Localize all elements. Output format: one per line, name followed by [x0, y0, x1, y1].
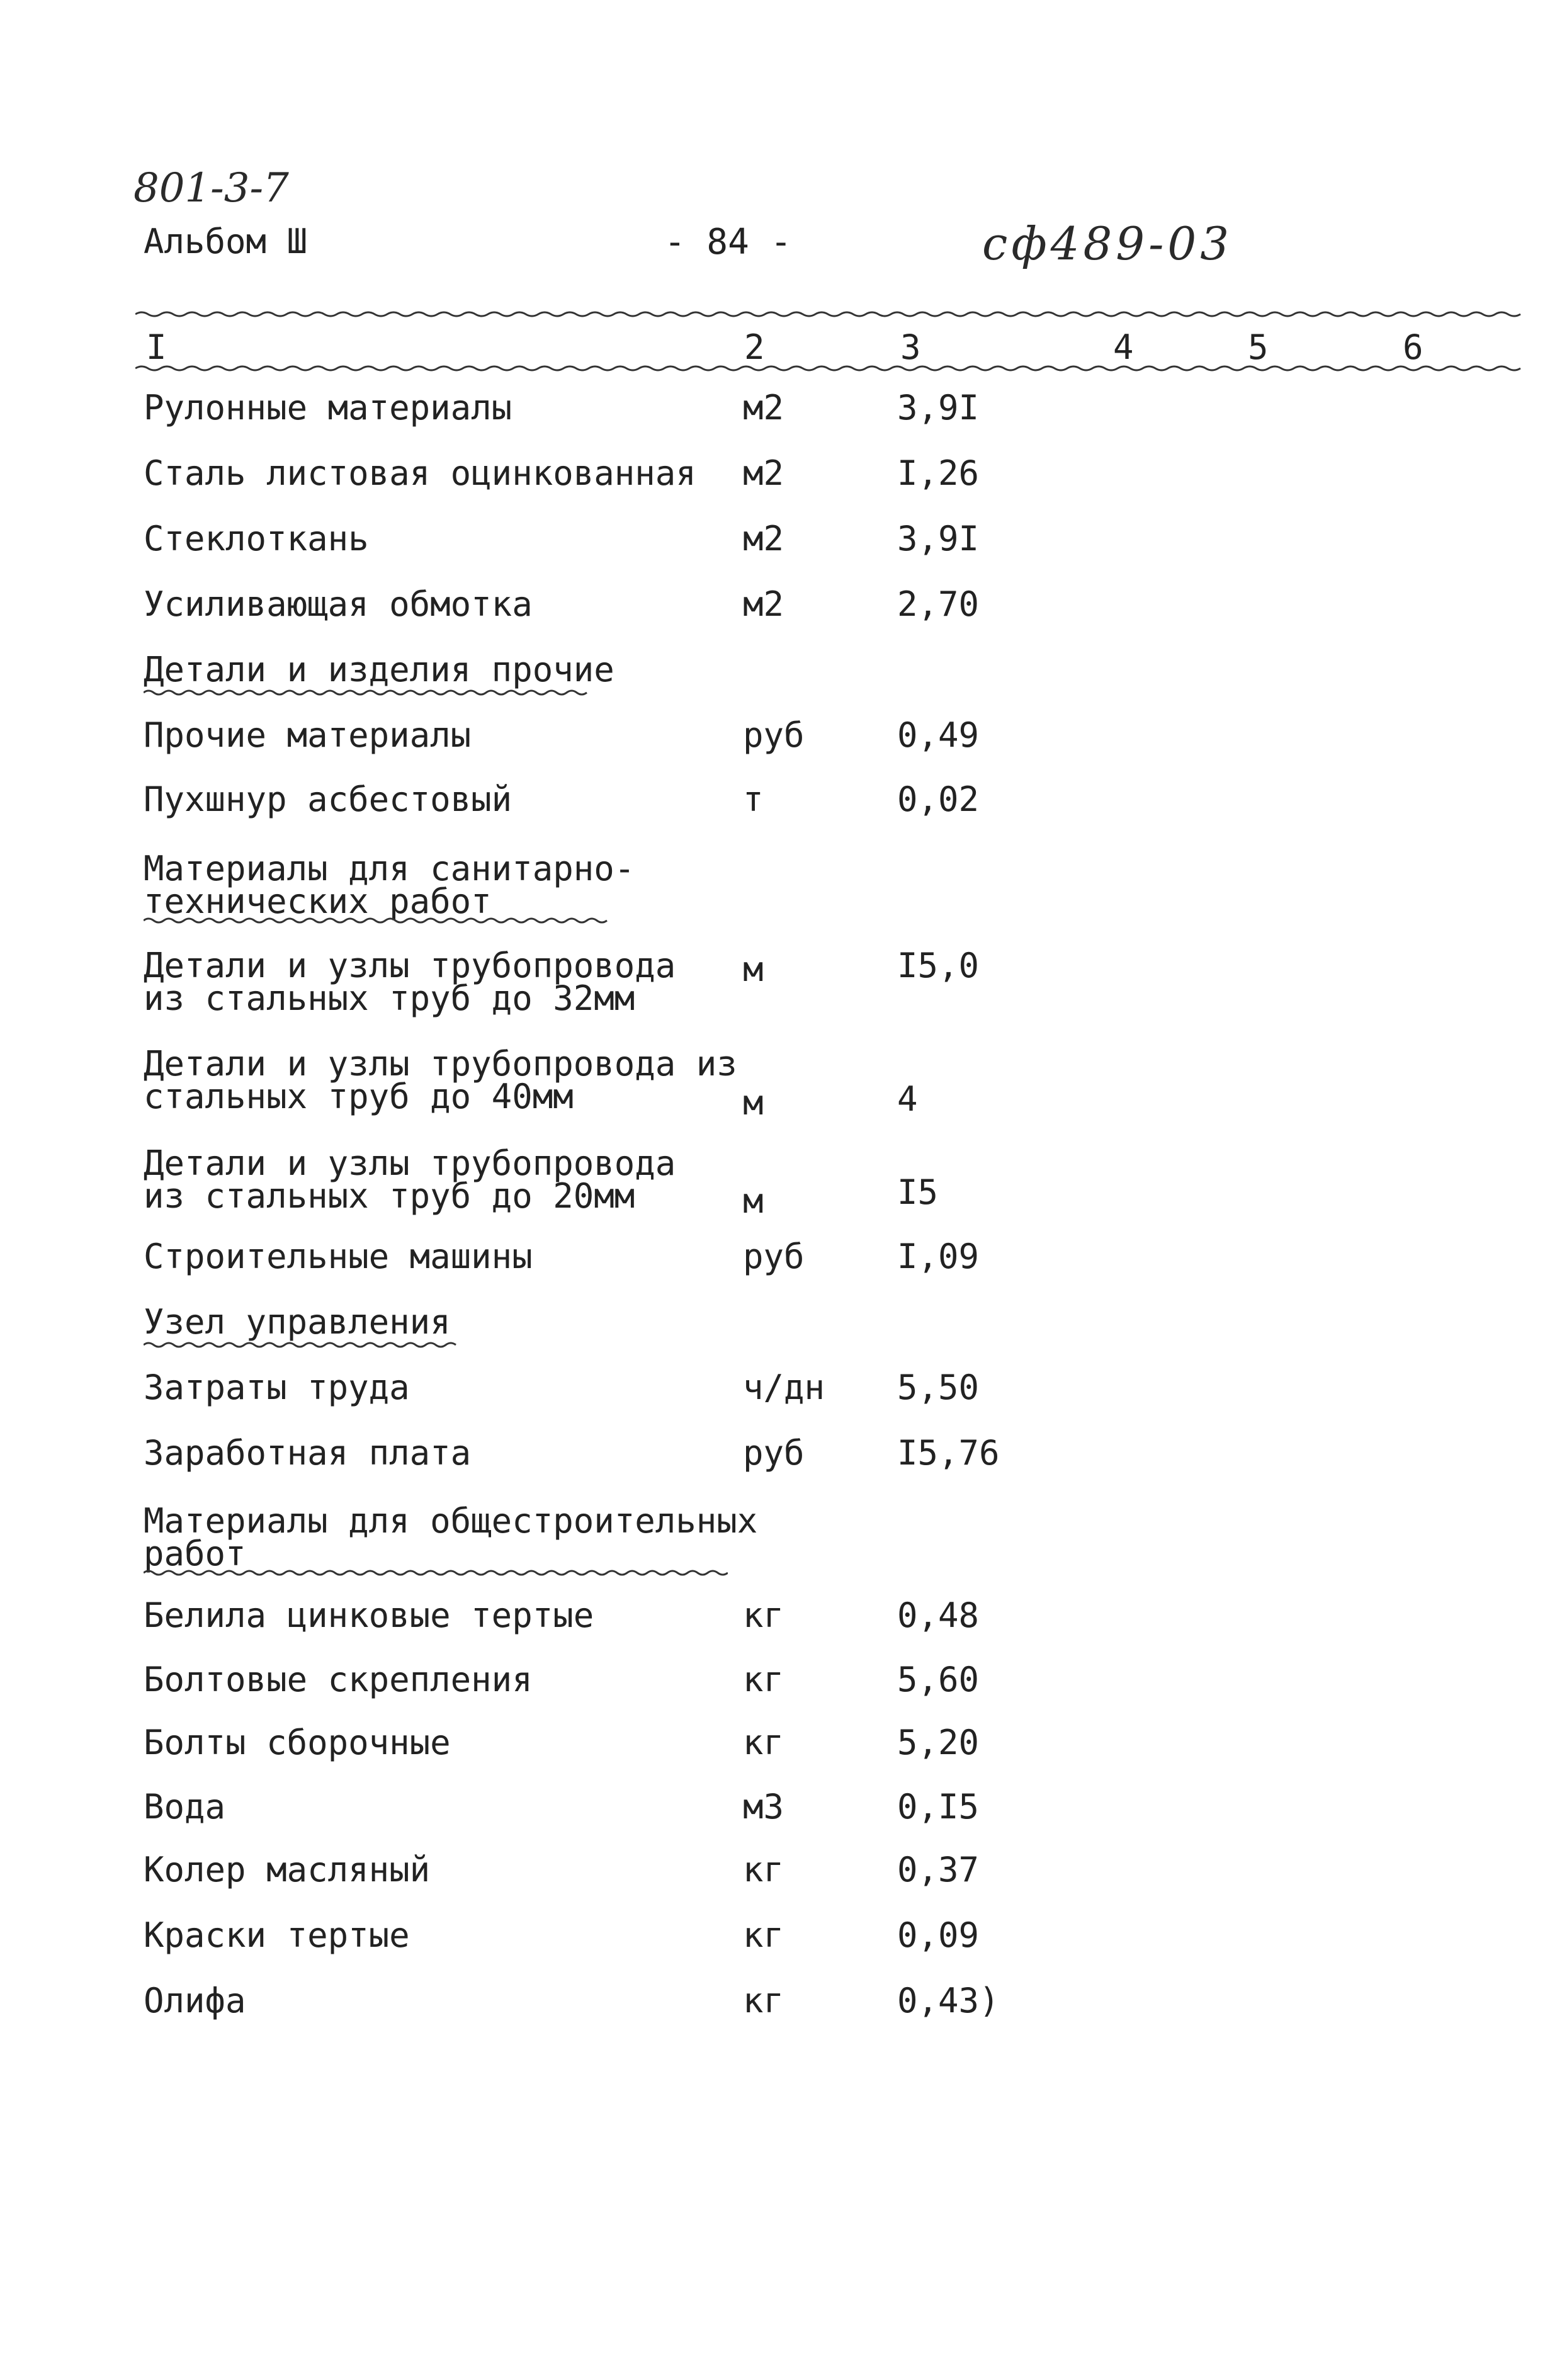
row-23-unit: кг	[743, 1981, 784, 2020]
row-9-name-line1: Детали и узлы трубопровода	[144, 946, 676, 985]
row-18-qty: 5,60	[897, 1660, 980, 1699]
row-21-unit: кг	[743, 1850, 784, 1890]
row-10-qty: 4	[897, 1079, 918, 1119]
column-header-3: 3	[900, 327, 921, 367]
row-19-qty: 5,20	[897, 1723, 980, 1762]
row-22-qty: 0,09	[897, 1915, 980, 1955]
section-underline	[144, 1341, 458, 1349]
row-15-unit: руб	[743, 1433, 805, 1473]
row-7-unit: т	[743, 779, 764, 819]
section-heading-sanitary-line2: технических работ	[144, 881, 492, 921]
album-label: Альбом Ш	[144, 222, 308, 261]
row-20-qty: 0,I5	[897, 1787, 980, 1827]
row-12-unit: руб	[743, 1237, 805, 1276]
row-20-name: Вода	[144, 1787, 226, 1827]
row-19-unit: кг	[743, 1723, 784, 1762]
row-21-qty: 0,37	[897, 1850, 980, 1890]
row-17-name: Белила цинковые тертые	[144, 1595, 594, 1635]
table-top-rule	[135, 310, 1527, 319]
row-14-qty: 5,50	[897, 1368, 980, 1407]
row-12-name: Строительные машины	[144, 1237, 533, 1276]
row-11-name-line1: Детали и узлы трубопровода	[144, 1143, 676, 1183]
row-14-unit: ч/дн	[743, 1368, 825, 1407]
section-heading-general-line2: работ	[144, 1534, 246, 1573]
row-4-name: Усиливающая обмотка	[144, 584, 533, 624]
row-10-unit: м	[743, 1083, 764, 1123]
row-6-qty: 0,49	[897, 715, 980, 755]
row-1-name: Рулонные материалы	[144, 388, 512, 428]
row-15-name: Заработная плата	[144, 1433, 472, 1473]
row-4-qty: 2,70	[897, 584, 980, 624]
row-17-qty: 0,48	[897, 1595, 980, 1635]
section-heading-other-parts: Детали и изделия прочие	[144, 650, 614, 689]
row-15-qty: I5,76	[897, 1433, 1000, 1473]
column-header-4: 4	[1113, 327, 1134, 367]
row-2-name: Сталь листовая оцинкованная	[144, 453, 696, 493]
row-7-name: Пухшнур асбестовый	[144, 779, 512, 819]
row-4-unit: м2	[743, 584, 784, 624]
column-header-1: I	[146, 327, 167, 367]
row-3-name: Стеклоткань	[144, 519, 369, 558]
row-11-qty: I5	[897, 1172, 939, 1212]
section-underline	[144, 1569, 728, 1577]
row-22-name: Краски тертые	[144, 1915, 410, 1955]
section-heading-general-line1: Материалы для общестроительных	[144, 1501, 758, 1541]
column-header-6: 6	[1403, 327, 1423, 367]
row-23-name: Олифа	[144, 1981, 246, 2020]
row-11-unit: м	[743, 1181, 764, 1221]
row-1-qty: 3,9I	[897, 388, 980, 428]
doc-code: 801-3-7	[133, 165, 289, 212]
handwritten-stamp: сф489-03	[982, 217, 1233, 270]
column-header-5: 5	[1248, 327, 1269, 367]
row-23-qty: 0,43)	[897, 1981, 1000, 2020]
row-10-name-line1: Детали и узлы трубопровода из	[144, 1044, 737, 1084]
row-10-name-line2: стальных труб до 40мм	[144, 1077, 574, 1116]
row-3-unit: м2	[743, 519, 784, 558]
row-6-name: Прочие материалы	[144, 715, 472, 755]
row-18-name: Болтовые скрепления	[144, 1660, 533, 1699]
row-12-qty: I,09	[897, 1237, 980, 1276]
table-header-rule	[135, 364, 1527, 373]
section-underline	[144, 689, 592, 696]
row-6-unit: руб	[743, 715, 805, 755]
section-underline	[144, 917, 613, 924]
row-9-unit: м	[743, 949, 764, 989]
page-number: - 84 -	[664, 222, 792, 263]
row-1-unit: м2	[743, 388, 784, 428]
row-21-name: Колер масляный	[144, 1850, 431, 1890]
row-20-unit: м3	[743, 1787, 784, 1827]
row-9-name-line2: из стальных труб до 32мм	[144, 978, 635, 1018]
section-heading-sanitary-line1: Материалы для санитарно-	[144, 849, 635, 888]
row-2-unit: м2	[743, 453, 784, 493]
section-heading-control-unit: Узел управления	[144, 1302, 451, 1342]
row-9-qty: I5,0	[897, 946, 980, 985]
column-header-2: 2	[744, 327, 765, 367]
row-17-unit: кг	[743, 1595, 784, 1635]
row-7-qty: 0,02	[897, 779, 980, 819]
row-3-qty: 3,9I	[897, 519, 980, 558]
row-2-qty: I,26	[897, 453, 980, 493]
row-18-unit: кг	[743, 1660, 784, 1699]
row-11-name-line2: из стальных труб до 20мм	[144, 1176, 635, 1216]
row-22-unit: кг	[743, 1915, 784, 1955]
row-14-name: Затраты труда	[144, 1368, 410, 1407]
row-19-name: Болты сборочные	[144, 1723, 451, 1762]
